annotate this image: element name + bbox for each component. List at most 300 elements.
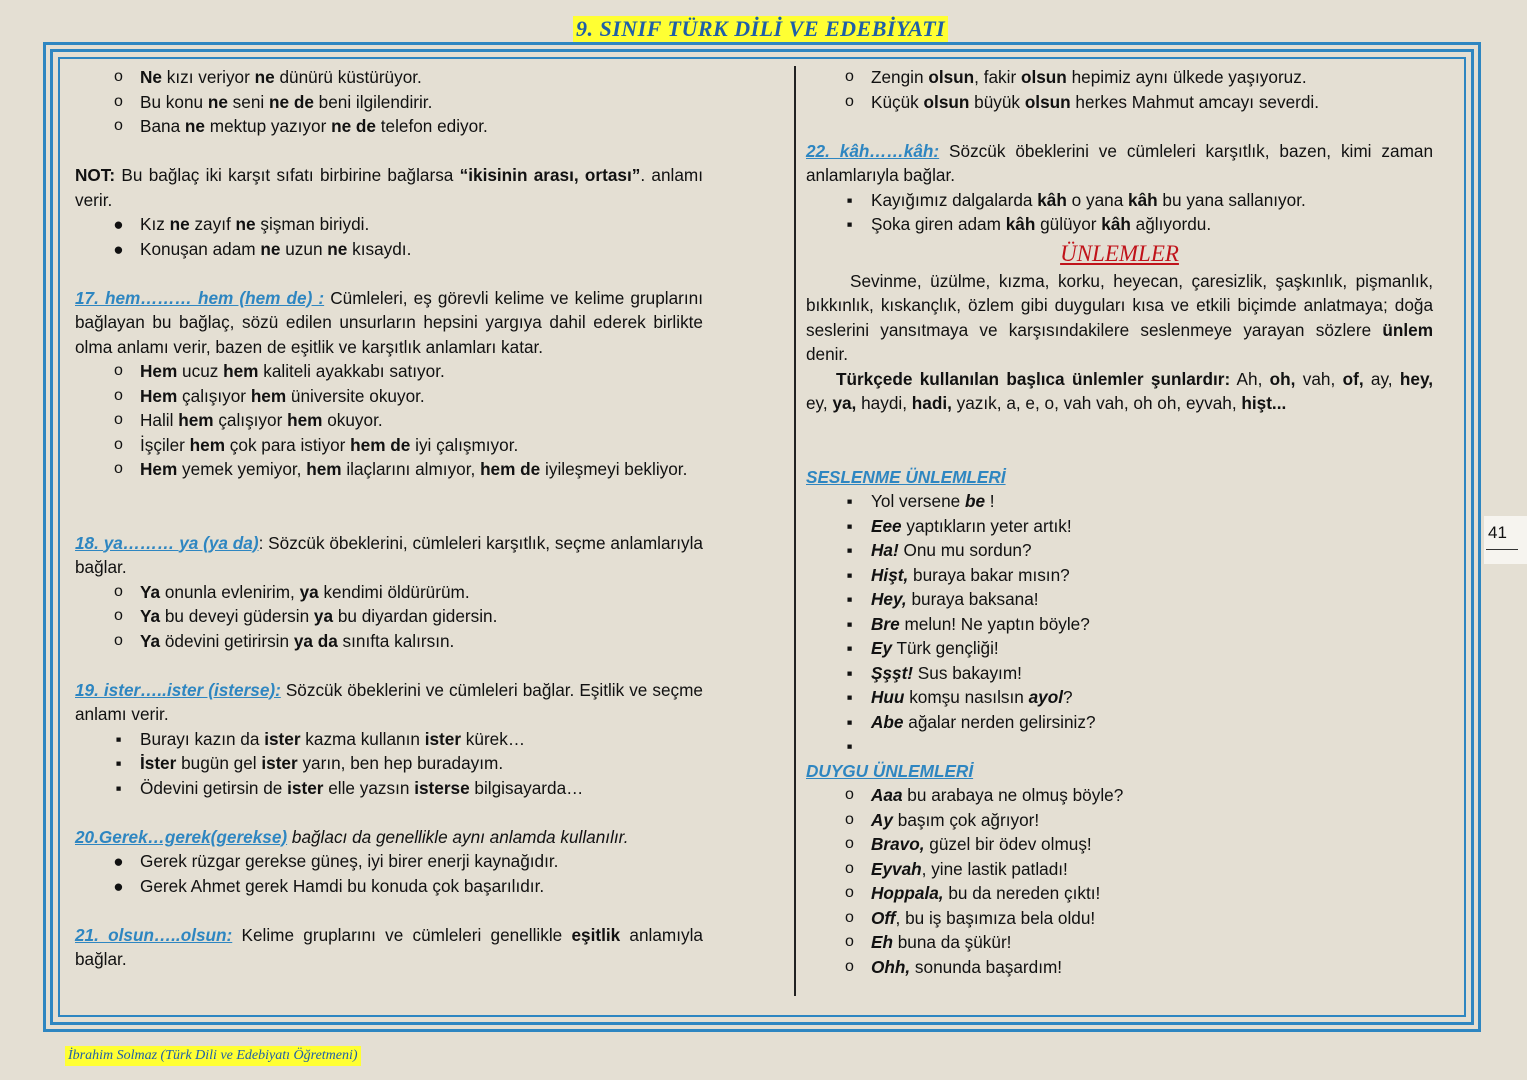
interjection-bold: oh, <box>1269 368 1296 389</box>
item-bold-segment: ne <box>260 238 281 259</box>
item-text-segment: bugün gel <box>176 753 262 773</box>
list-item-text <box>871 955 1433 980</box>
square-bullet-icon: ▪ <box>846 711 853 732</box>
list-item <box>75 433 703 458</box>
item-text-segment: buraya baksana! <box>906 589 1039 609</box>
list-item-text <box>871 881 1433 906</box>
list-item-text <box>871 563 1433 588</box>
item-text-segment: Küçük <box>871 91 924 112</box>
column-divider <box>794 66 796 996</box>
list-item-text <box>140 384 703 409</box>
circle-bullet-icon: o <box>114 92 123 110</box>
note-examples-list <box>75 212 703 261</box>
item-bold-segment: Eh <box>871 932 893 952</box>
list-item-text <box>140 629 703 654</box>
list-item <box>806 832 1433 857</box>
list-item <box>806 783 1433 808</box>
item-bold-segment: ne <box>169 214 190 234</box>
list-item-text <box>871 90 1433 115</box>
item-bold-segment: Ya <box>140 630 161 651</box>
list-item-text <box>871 857 1433 882</box>
item-text-segment: kazma kullanın <box>300 728 425 749</box>
section-17-examples <box>75 359 703 482</box>
item-text-segment: Bu konu <box>140 91 208 112</box>
item-bold-segment: ister <box>424 728 462 749</box>
dot-bullet-icon: ● <box>113 851 124 871</box>
item-text-segment: Yol versene <box>871 491 965 511</box>
list-item <box>75 90 703 115</box>
list-item <box>75 629 703 654</box>
circle-bullet-icon: o <box>845 810 854 828</box>
circle-bullet-icon: o <box>845 884 854 901</box>
list-item <box>75 114 703 139</box>
list-item-text <box>871 65 1433 90</box>
list-item <box>75 849 703 874</box>
list-item <box>806 212 1433 237</box>
item-bold-segment: be <box>964 491 986 511</box>
item-text-segment: büyük <box>969 91 1025 112</box>
item-bold-segment: olsun <box>1024 91 1071 112</box>
list-item-text <box>871 710 1433 735</box>
circle-bullet-icon: o <box>114 607 123 624</box>
footer-author: İbrahim Solmaz (Türk Dili ve Edebiyatı Öğretmeni) <box>65 1046 361 1066</box>
item-bold-segment: ya <box>313 606 334 626</box>
list-item-text <box>140 90 703 115</box>
square-bullet-icon: ▪ <box>846 515 853 536</box>
item-text-segment: çok para istiyor <box>225 434 351 455</box>
item-bold-segment: Hoppala, <box>871 883 944 903</box>
list-item-text <box>140 776 703 801</box>
item-text-segment: iyileşmeyi bekliyor. <box>540 459 688 479</box>
section-21-heading: 21. olsun…..olsun: <box>75 924 233 945</box>
circle-bullet-icon: o <box>114 117 123 134</box>
section-21-paragraph: 21. olsun…..olsun: Kelime gruplarını ve cümleleri genellikle eşitlik anlamıyla bağlar. <box>75 924 703 969</box>
list-item <box>806 489 1433 514</box>
list-item <box>806 881 1433 906</box>
interjection-text: haydi, <box>856 393 912 413</box>
list-item <box>75 727 703 752</box>
interjection-bold: hadi, <box>911 393 952 413</box>
item-bold-segment: olsun <box>928 67 975 87</box>
list-item <box>806 587 1433 612</box>
item-text-segment: elle yazsın <box>323 777 415 798</box>
circle-bullet-icon: o <box>114 68 123 85</box>
item-text-segment: beni ilgilendirir. <box>313 91 433 112</box>
dot-bullet-icon: ● <box>113 214 124 234</box>
list-item-text <box>140 433 703 458</box>
item-bold-segment: hem <box>189 434 226 455</box>
item-text-segment: Halil <box>140 410 179 430</box>
square-bullet-icon: ▪ <box>115 777 122 798</box>
circle-bullet-icon: o <box>114 435 123 453</box>
item-bold-segment: ne <box>327 238 348 259</box>
item-bold-segment: Bravo, <box>871 834 925 854</box>
dot-bullet-icon: ● <box>113 238 124 259</box>
list-item-text <box>140 65 703 90</box>
item-bold-segment: ister <box>287 777 324 798</box>
olsun-examples-list <box>806 65 1433 114</box>
item-bold-segment: kâh <box>1101 214 1131 234</box>
item-text-segment: buraya bakar mısın? <box>908 564 1070 585</box>
section-17-paragraph: 17. hem……… hem (hem de) : Cümleleri, eş görevli kelime ve kelime gruplarını bağlayan bu bağlaç, sözü edilen unsurların hepsini yargıya dahil ederek birlikte olma anlamı verir, bazen de eşitlik ve karşıtlık anlamları katar. <box>75 287 703 357</box>
section-22-heading: 22. kâh……kâh: <box>806 140 940 161</box>
item-bold-segment: hem <box>178 410 214 430</box>
dot-bullet-icon: ● <box>113 875 124 896</box>
item-bold-segment: Hem <box>140 459 178 479</box>
list-item-text <box>871 661 1433 686</box>
item-text-segment: ucuz <box>177 361 224 381</box>
item-text-segment: bilgisayarda… <box>469 777 584 798</box>
list-item <box>806 710 1433 735</box>
list-item-text <box>871 783 1433 808</box>
list-item-text <box>140 457 703 482</box>
item-text-segment: onunla evlenirim, <box>160 581 300 602</box>
item-text-segment: Şoka giren adam <box>871 214 1006 234</box>
page-number-rule <box>1486 549 1518 550</box>
interjection-text: vah, <box>1295 368 1343 389</box>
item-bold-segment: olsun <box>1020 67 1067 87</box>
item-text-segment: Kayığımız dalgalarda <box>871 189 1038 210</box>
list-item <box>806 734 1433 759</box>
item-bold-segment: hem de <box>480 459 541 479</box>
list-item <box>806 685 1433 710</box>
section-19-heading: 19. ister…..ister (isterse): <box>75 679 281 700</box>
item-bold-segment: Ay <box>871 809 893 830</box>
list-item-text <box>871 612 1433 637</box>
list-item-text <box>140 114 703 139</box>
section-20-heading: 20.Gerek…gerek(gerekse) <box>75 826 288 847</box>
item-text-segment: melun! Ne yaptın böyle? <box>899 613 1090 634</box>
item-text-segment: gülüyor <box>1035 214 1102 234</box>
item-text-segment: iyi çalışmıyor. <box>410 434 519 455</box>
right-column <box>806 65 1433 979</box>
item-text-segment: sınıfta kalırsın. <box>337 630 455 651</box>
list-item-text: Gerek rüzgar gerekse güneş, iyi birer enerji kaynağıdır. <box>140 851 559 871</box>
item-bold-segment: Abe <box>871 711 904 732</box>
page-number: 41 <box>1488 523 1507 542</box>
item-bold-segment: Ha! <box>871 540 899 560</box>
note-paragraph: NOT: Bu bağlaç iki karşıt sıfatı birbirine bağlarsa “ikisinin arası, ortası”. anlamı verir. <box>75 165 703 210</box>
page-header-title: 9. SINIF TÜRK DİLİ VE EDEBİYATI <box>573 16 948 42</box>
duygu-title: DUYGU ÜNLEMLERİ <box>806 760 974 781</box>
item-bold-segment: İster <box>140 753 177 773</box>
item-bold-segment: hem <box>250 385 287 406</box>
list-item-text <box>871 538 1433 563</box>
list-item <box>806 65 1433 90</box>
item-bold-segment: ya da <box>293 630 338 651</box>
item-text-segment: seni <box>227 91 269 112</box>
interjection-text: Ah, <box>1230 368 1270 389</box>
square-bullet-icon: ▪ <box>115 728 122 749</box>
interjection-text: yazık, a, e, o, vah vah, oh oh, eyvah, <box>951 393 1242 413</box>
list-item <box>806 906 1433 931</box>
list-item <box>75 874 703 899</box>
square-bullet-icon: ▪ <box>846 564 853 585</box>
item-text-segment: İşçiler <box>140 434 190 455</box>
item-text-segment: çalışıyor <box>177 385 251 406</box>
main-interjections-list: Türkçede kullanılan başlıca ünlemler şunlardır: Ah, oh, vah, of, ay, hey, ey, ya, haydi, hadi, yazık, a, e, o, vah vah, oh oh, eyvah, hişt... <box>806 368 1434 413</box>
list-item <box>75 408 703 433</box>
seslenme-title: SESLENME ÜNLEMLERİ <box>806 466 1006 487</box>
list-item-text <box>140 727 703 752</box>
circle-bullet-icon: o <box>114 460 123 477</box>
item-text-segment: Ödevini getirsin de <box>140 777 288 798</box>
item-bold-segment: isterse <box>414 777 470 798</box>
item-bold-segment: Hişt, <box>871 564 909 585</box>
item-text-segment: yemek yemiyor, <box>177 459 307 479</box>
item-text-segment: güzel bir ödev olmuş! <box>924 834 1092 854</box>
list-item-text <box>871 906 1433 931</box>
circle-bullet-icon: o <box>845 786 854 803</box>
item-bold-segment: ya <box>299 581 319 602</box>
item-text-segment: uzun <box>280 238 328 259</box>
list-item-text <box>871 685 1433 710</box>
item-bold-segment: ne <box>254 67 275 87</box>
section-18-paragraph: 18. ya……… ya (ya da): Sözcük öbeklerini, cümleleri karşıtlık, seçme anlamlarıyla bağlar. <box>75 532 703 577</box>
list-item-text <box>140 212 703 237</box>
item-text-segment: ağalar nerden gelirsiniz? <box>903 711 1096 732</box>
list-item-text <box>871 489 1433 514</box>
item-text-segment: herkes Mahmut amcayı severdi. <box>1070 91 1320 112</box>
item-bold-segment: ne <box>184 116 205 136</box>
item-text-segment: Zengin <box>871 67 929 87</box>
item-text-segment: ilaçlarını almıyor, <box>341 459 481 479</box>
unlem-definition: Sevinme, üzülme, kızma, korku, heyecan, çaresizlik, şaşkınlık, pişmanlık, bıkkınlık, kıskançlık, özlem gibi duyguları kısa ve etkili biçimde anlatmaya; doğa seslerini yansıtmaya ve karşısındakilere seslenmeye yarayan sözlere ünlem denir. <box>806 270 1433 364</box>
item-text-segment: şişman biriydi. <box>255 214 370 234</box>
square-bullet-icon: ▪ <box>846 491 853 511</box>
section-22-examples <box>806 188 1433 237</box>
item-bold-segment: Ey <box>871 638 893 658</box>
item-bold-segment: ister <box>264 728 301 749</box>
item-text-segment: kendimi öldürürüm. <box>318 581 470 602</box>
item-text-segment: Konuşan adam <box>140 238 261 259</box>
item-text-segment: telefon ediyor. <box>375 116 488 136</box>
item-text-segment: hepimiz aynı ülkede yaşıyoruz. <box>1066 67 1307 87</box>
interjection-bold: hişt... <box>1241 393 1287 413</box>
item-text-segment: buna da şükür! <box>892 932 1012 952</box>
item-text-segment: bu da nereden çıktı! <box>943 883 1101 903</box>
item-bold-segment: ayol <box>1028 687 1064 707</box>
square-bullet-icon: ▪ <box>115 753 122 773</box>
list-item-text <box>140 408 703 433</box>
item-bold-segment: Huu <box>871 687 905 707</box>
list-item <box>75 751 703 776</box>
item-bold-segment: Aaa <box>871 785 903 805</box>
list-item <box>806 188 1433 213</box>
item-bold-segment: Ne <box>140 67 162 87</box>
seslenme-examples <box>806 489 1433 759</box>
interjection-bold: hey, <box>1399 368 1434 389</box>
item-text-segment: yarın, ben hep buradayım. <box>297 753 504 773</box>
item-bold-segment: ne de <box>269 91 314 112</box>
square-bullet-icon: ▪ <box>846 189 853 210</box>
section-20-examples <box>75 849 703 898</box>
interjection-text: ay, <box>1363 368 1400 389</box>
item-bold-segment: hem <box>223 361 259 381</box>
item-bold-segment: Hem <box>140 385 178 406</box>
list-item <box>75 359 703 384</box>
item-bold-segment: hem <box>306 459 342 479</box>
circle-bullet-icon: o <box>114 411 123 428</box>
item-bold-segment: kâh <box>1128 189 1158 210</box>
list-item-text <box>871 808 1433 833</box>
item-text-segment: kısaydı. <box>347 238 412 259</box>
item-text-segment: mektup yazıyor <box>204 116 332 136</box>
list-item-text <box>871 636 1433 661</box>
list-item <box>806 808 1433 833</box>
item-bold-segment: Ohh, <box>871 956 911 977</box>
list-item <box>75 457 703 482</box>
item-text-segment: Kız <box>140 214 170 234</box>
list-item <box>806 930 1433 955</box>
item-text-segment: Onu mu sordun? <box>898 540 1032 560</box>
item-bold-segment: Eyvah <box>871 858 922 879</box>
circle-bullet-icon: o <box>845 835 854 852</box>
item-text-segment: kürek… <box>461 728 526 749</box>
square-bullet-icon: ▪ <box>846 662 853 683</box>
list-item-text <box>871 212 1433 237</box>
item-text-segment: bu diyardan gidersin. <box>333 606 498 626</box>
list-item-text <box>871 930 1433 955</box>
list-item-text <box>140 604 703 629</box>
list-item <box>75 384 703 409</box>
interjection-text: ey, <box>806 393 833 413</box>
list-item-text <box>871 734 1433 759</box>
item-bold-segment: Hem <box>140 361 178 381</box>
list-item-text <box>871 188 1433 213</box>
item-bold-segment: Hey, <box>871 589 907 609</box>
item-bold-segment: olsun <box>923 91 970 112</box>
section-19-paragraph: 19. ister…..ister (isterse): Sözcük öbeklerini ve cümleleri bağlar. Eşitlik ve seçme anlamı verir. <box>75 679 703 724</box>
item-bold-segment: ne <box>207 91 228 112</box>
item-bold-segment: ne de <box>331 116 376 136</box>
square-bullet-icon: ▪ <box>846 638 853 658</box>
list-item <box>806 857 1433 882</box>
item-bold-segment: Off <box>871 907 896 928</box>
item-text-segment: okuyor. <box>322 410 383 430</box>
section-18-heading: 18. ya……… ya (ya da) <box>75 532 259 553</box>
item-text-segment: bu deveyi güdersin <box>160 606 314 626</box>
section-19-examples <box>75 727 703 801</box>
left-column <box>75 65 703 972</box>
list-item-text <box>140 237 703 262</box>
item-text-segment: yaptıkların yeter artık! <box>901 515 1072 536</box>
item-bold-segment: Eee <box>871 515 902 536</box>
item-bold-segment: Ya <box>140 581 161 602</box>
item-bold-segment: Bre <box>871 613 900 634</box>
list-item-text: Gerek Ahmet gerek Hamdi bu konuda çok başarılıdır. <box>140 875 545 896</box>
square-bullet-icon: ▪ <box>846 687 853 707</box>
list-item <box>75 237 703 262</box>
square-bullet-icon: ▪ <box>846 214 853 234</box>
circle-bullet-icon: o <box>845 859 854 877</box>
item-text-segment: ağlıyordu. <box>1130 214 1212 234</box>
item-text-segment: dünürü küstürüyor. <box>274 67 422 87</box>
circle-bullet-icon: o <box>114 582 123 600</box>
item-text-segment: , bu iş başımıza bela oldu! <box>895 907 1096 928</box>
item-bold-segment: ister <box>261 753 298 773</box>
list-item-text <box>140 580 703 605</box>
item-text-segment: ! <box>985 491 995 511</box>
item-text-segment: sonunda başardım! <box>910 956 1063 977</box>
circle-bullet-icon: o <box>114 386 123 404</box>
list-item <box>806 90 1433 115</box>
item-text-segment: kaliteli ayakkabı satıyor. <box>258 361 445 381</box>
section-17-heading: 17. hem……… hem (hem de) : <box>75 287 325 308</box>
item-bold-segment: ne <box>235 214 256 234</box>
list-item <box>75 65 703 90</box>
square-bullet-icon: ▪ <box>846 613 853 634</box>
list-item-text <box>871 587 1433 612</box>
list-item <box>75 604 703 629</box>
square-bullet-icon: ▪ <box>846 540 853 560</box>
ne-examples-list <box>75 65 703 139</box>
list-item <box>806 636 1433 661</box>
circle-bullet-icon: o <box>845 92 854 110</box>
list-item-text <box>140 751 703 776</box>
list-item-text <box>140 359 703 384</box>
item-text-segment: Sus bakayım! <box>913 662 1022 683</box>
item-bold-segment: Şşşt! <box>871 662 914 683</box>
list-item <box>806 661 1433 686</box>
list-item <box>806 563 1433 588</box>
item-bold-segment: Ya <box>140 606 161 626</box>
item-text-segment: ? <box>1063 687 1073 707</box>
interjection-bold: ya, <box>832 393 857 413</box>
item-text-segment: Bana <box>140 116 185 136</box>
interjection-bold: of, <box>1342 368 1364 389</box>
circle-bullet-icon: o <box>845 68 854 85</box>
list-item <box>75 212 703 237</box>
circle-bullet-icon: o <box>114 362 123 379</box>
square-bullet-icon: ▪ <box>846 589 853 609</box>
list-item <box>75 776 703 801</box>
circle-bullet-icon: o <box>114 631 123 649</box>
item-text-segment: , fakir <box>974 67 1021 87</box>
section-20-paragraph: 20.Gerek…gerek(gerekse) bağlacı da genellikle aynı anlamda kullanılır. <box>75 826 629 847</box>
section-18-examples <box>75 580 703 654</box>
item-text-segment: , yine lastik patladı! <box>921 858 1068 879</box>
item-bold-segment: hem <box>287 410 323 430</box>
list-item-text <box>871 514 1433 539</box>
duygu-examples <box>806 783 1433 979</box>
item-text-segment: ödevini getirirsin <box>160 630 294 651</box>
circle-bullet-icon: o <box>845 957 854 975</box>
item-bold-segment: kâh <box>1005 214 1036 234</box>
item-text-segment: komşu nasılsın <box>904 687 1029 707</box>
item-text-segment: bu yana sallanıyor. <box>1157 189 1306 210</box>
circle-bullet-icon: o <box>845 908 854 926</box>
item-bold-segment: kâh <box>1037 189 1067 210</box>
list-item <box>806 955 1433 980</box>
list-item <box>806 514 1433 539</box>
square-bullet-icon: ▪ <box>846 736 853 756</box>
item-text-segment: kızı veriyor <box>161 67 255 87</box>
item-text-segment: üniversite okuyor. <box>286 385 425 406</box>
item-text-segment: Türk gençliği! <box>892 638 999 658</box>
section-22-paragraph: 22. kâh……kâh: Sözcük öbeklerini ve cümleleri karşıtlık, bazen, kimi zaman anlamlarıyla bağlar. <box>806 140 1433 185</box>
item-bold-segment: hem de <box>350 434 411 455</box>
item-text-segment: çalışıyor <box>213 410 288 430</box>
list-item <box>806 612 1433 637</box>
list-item-text <box>871 832 1433 857</box>
unlemler-title: ÜNLEMLER <box>1060 240 1179 266</box>
item-text-segment: başım çok ağrıyor! <box>892 809 1040 830</box>
list-item <box>75 580 703 605</box>
list-item <box>806 538 1433 563</box>
item-text-segment: bu arabaya ne olmuş böyle? <box>902 785 1124 805</box>
item-text-segment: o yana <box>1066 189 1129 210</box>
